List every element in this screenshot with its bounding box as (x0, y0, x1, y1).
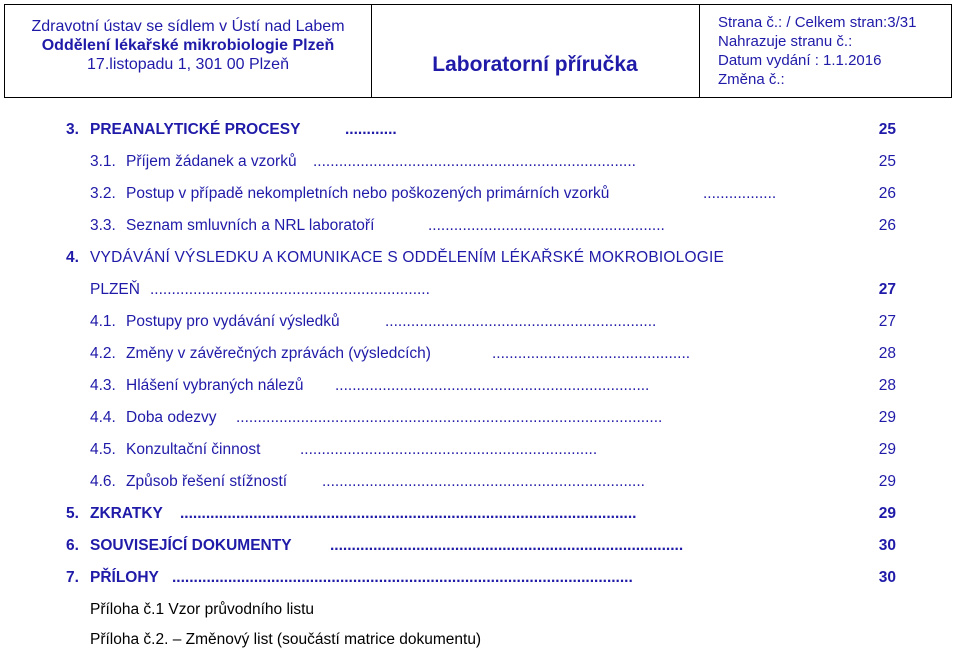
toc-leader: ............................................................... (385, 313, 657, 330)
attachment-text: Příloha č.2. – Změnový list (součástí matrice dokumentu) (90, 631, 482, 648)
toc-leader: .......................................................................................................... (180, 505, 637, 522)
toc-entry[interactable] (0, 150, 960, 174)
toc-number: 4.4. (90, 409, 116, 426)
toc-number: 3.3. (90, 217, 116, 234)
toc-entry-continuation[interactable] (0, 278, 960, 302)
toc-leader: ....................................................... (428, 217, 665, 234)
toc-text: Postup v případě nekompletních nebo poškozených primárních vzorků (126, 185, 610, 202)
toc-number: 4. (66, 249, 79, 266)
toc-number: 3.1. (90, 153, 116, 170)
toc-entry[interactable] (0, 566, 960, 590)
toc-text: VYDÁVÁNÍ VÝSLEDKU A KOMUNIKACE S ODDĚLENÍM LÉKAŘSKÉ MOKROBIOLOGIE (90, 249, 725, 266)
toc-number: 5. (66, 505, 79, 522)
toc-text: PLZEŇ (90, 281, 140, 298)
toc-text: PREANALYTICKÉ PROCESY (90, 121, 301, 138)
header-organization (5, 5, 372, 97)
toc-text: Příjem žádanek a vzorků (126, 153, 297, 170)
toc-page: 26 (878, 185, 896, 202)
toc-number: 7. (66, 569, 79, 586)
toc-page: 28 (878, 345, 896, 362)
header-title-cell (371, 5, 700, 97)
toc-page: 27 (878, 313, 896, 330)
toc-text: Způsob řešení stížností (126, 473, 288, 490)
toc-number: 3. (66, 121, 79, 138)
toc-page: 30 (878, 537, 896, 554)
document-title: Laboratorní příručka (432, 53, 638, 76)
toc-text: SOUVISEJÍCÍ DOKUMENTY (90, 537, 292, 554)
toc-leader: ................. (703, 185, 777, 202)
toc-page: 29 (878, 409, 896, 426)
page-info: Strana č.: / Celkem stran:3/31 (718, 14, 917, 31)
toc-number: 4.5. (90, 441, 116, 458)
toc-leader: ........................................................................... (322, 473, 645, 490)
toc-text: Doba odezvy (126, 409, 217, 426)
toc-entry[interactable] (0, 534, 960, 558)
toc-leader: ........................................................................... (313, 153, 636, 170)
toc-number: 4.6. (90, 473, 116, 490)
toc-page: 26 (878, 217, 896, 234)
toc-leader: ............ (345, 121, 397, 138)
toc-page: 29 (878, 505, 896, 522)
department-name: Oddělení lékařské mikrobiologie Plzeň (41, 37, 335, 54)
toc-leader: ........................................................................................................... (172, 569, 633, 586)
replaces-page: Nahrazuje stranu č.: (718, 33, 853, 50)
toc-number: 4.3. (90, 377, 116, 394)
toc-page: 29 (878, 441, 896, 458)
toc-entry[interactable] (0, 406, 960, 430)
toc-number: 4.1. (90, 313, 116, 330)
toc-leader: ......................................................................... (335, 377, 650, 394)
toc-text: Hlášení vybraných nálezů (126, 377, 304, 394)
toc-text: PŘÍLOHY (90, 569, 159, 586)
toc-text: ZKRATKY (90, 505, 163, 522)
toc-number: 3.2. (90, 185, 116, 202)
toc-page: 27 (878, 281, 896, 298)
change-number: Změna č.: (718, 71, 785, 88)
toc-page: 25 (878, 121, 896, 138)
issue-date: Datum vydání : 1.1.2016 (718, 52, 882, 69)
toc-page: 25 (878, 153, 896, 170)
attachment-text: Příloha č.1 Vzor průvodního listu (90, 601, 315, 618)
toc-entry[interactable] (0, 182, 960, 206)
toc-text: Změny v závěrečných zprávách (výsledcích) (126, 345, 431, 362)
toc-page: 28 (878, 377, 896, 394)
toc-text: Seznam smluvních a NRL laboratoří (126, 217, 375, 234)
toc-entry[interactable] (0, 438, 960, 462)
toc-entry[interactable] (0, 214, 960, 238)
toc-entry[interactable] (0, 470, 960, 494)
toc-page: 29 (878, 473, 896, 490)
document-header (4, 4, 952, 98)
toc-text: Konzultační činnost (126, 441, 261, 458)
toc-leader: .................................................................................. (330, 537, 684, 554)
toc-leader: .............................................. (492, 345, 691, 362)
org-name: Zdravotní ústav se sídlem v Ústí nad Labem (31, 18, 345, 35)
attachment-entry[interactable] (0, 598, 960, 622)
org-address: 17.listopadu 1, 301 00 Plzeň (87, 56, 289, 73)
toc-entry[interactable] (0, 502, 960, 526)
toc-entry[interactable] (0, 342, 960, 366)
toc-number: 4.2. (90, 345, 116, 362)
toc-entry[interactable] (0, 118, 960, 142)
toc-text: Postupy pro vydávání výsledků (126, 313, 340, 330)
toc-entry[interactable] (0, 374, 960, 398)
attachment-entry[interactable] (0, 628, 960, 652)
toc-leader: ................................................................................................... (236, 409, 663, 426)
header-meta (699, 5, 951, 97)
toc-entry[interactable] (0, 246, 960, 270)
toc-leader: ..................................................................... (300, 441, 598, 458)
toc-leader: ................................................................. (150, 281, 430, 298)
toc-number: 6. (66, 537, 79, 554)
toc-entry[interactable] (0, 310, 960, 334)
toc-page: 30 (878, 569, 896, 586)
